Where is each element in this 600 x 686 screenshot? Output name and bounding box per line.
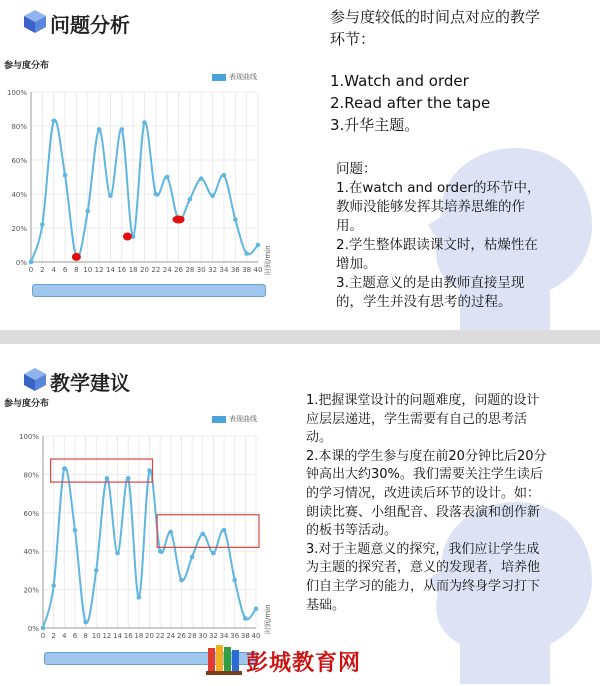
data-point: [62, 466, 67, 471]
text-line: 们自主学习的能力，从而为终身学习打下: [306, 578, 541, 594]
x-tick-label: 16: [117, 266, 127, 274]
x-tick-label: 34: [219, 266, 229, 274]
legend-swatch: [212, 74, 226, 81]
low-point-marker: [123, 233, 132, 241]
data-point: [126, 476, 131, 481]
y-tick-label: 80%: [11, 123, 27, 131]
x-tick-label: 30: [196, 266, 206, 274]
data-point: [85, 209, 90, 214]
y-tick-label: 80%: [23, 471, 39, 480]
text-line: 1.在watch and order的环节中，: [336, 180, 541, 196]
text-line: 2.学生整体跟读课文时，枯燥性在: [336, 237, 538, 253]
x-tick-label: 20: [145, 632, 154, 638]
data-point: [147, 468, 152, 473]
x-tick-label: 10: [91, 632, 101, 638]
x-tick-label: 4: [62, 632, 67, 638]
data-point: [154, 192, 159, 197]
x-tick-label: 36: [230, 266, 240, 274]
text-line: 2.本课的学生参与度在前20分钟比后20分: [306, 448, 547, 464]
text-line: 3.升华主题。: [330, 116, 420, 134]
y-tick-label: 20%: [23, 586, 39, 595]
logo-cube-icon: [22, 8, 48, 34]
logo-cube-icon: [22, 366, 48, 392]
y-tick-label: 60%: [23, 509, 39, 518]
slide-teaching-suggestions: [0, 344, 600, 686]
text-line: 增加。: [336, 256, 377, 272]
text-line: 的板书等活动。: [306, 523, 398, 539]
data-point: [222, 528, 227, 533]
data-point: [165, 175, 170, 180]
chart-legend: [212, 414, 257, 424]
data-point: [51, 119, 56, 124]
data-point: [179, 578, 184, 583]
x-tick-label: 28: [185, 266, 195, 274]
x-tick-label: 24: [166, 632, 176, 638]
data-point: [105, 476, 110, 481]
x-tick-label: 32: [208, 266, 218, 274]
y-tick-label: 40%: [23, 548, 39, 557]
text-line: 3.对于主题意义的探究，我们应让学生成: [306, 541, 540, 557]
x-tick-label: 10: [83, 266, 93, 274]
x-tick-label: 24: [162, 266, 172, 274]
data-point: [211, 551, 216, 556]
text-line: 教师没能够发挥其培养思维的作: [336, 199, 525, 215]
x-tick-label: 6: [62, 266, 68, 274]
x-tick-label: 2: [40, 266, 45, 274]
y-tick-label: 40%: [11, 191, 27, 199]
slide-problem-analysis: [0, 0, 600, 330]
data-point: [190, 555, 195, 560]
low-engagement-text: [330, 6, 540, 136]
y-tick-label: 60%: [11, 157, 27, 165]
data-point: [158, 549, 163, 554]
x-tick-label: 8: [74, 266, 79, 274]
data-point: [63, 173, 68, 178]
x-tick-label: 14: [113, 632, 123, 638]
chart-title: 参与度分布: [4, 399, 50, 409]
x-tick-label: 40: [253, 266, 263, 274]
y-tick-label: 0%: [15, 259, 27, 267]
x-tick-label: 38: [242, 266, 252, 274]
x-axis-unit: 时间/min: [264, 245, 272, 275]
low-point-marker: [72, 253, 81, 261]
data-point: [94, 568, 99, 573]
data-point: [41, 626, 46, 631]
data-point: [188, 197, 193, 202]
text-line: 1.Watch and order: [330, 72, 469, 90]
data-point: [115, 551, 120, 556]
text-line: [330, 50, 540, 70]
text-line: 2.Read after the tape: [330, 94, 491, 112]
data-point: [51, 583, 56, 588]
data-point: [210, 193, 215, 198]
legend-label: 表现曲线: [229, 73, 257, 81]
data-point: [244, 251, 249, 256]
data-point: [243, 616, 248, 621]
x-tick-label: 22: [151, 266, 161, 274]
text-line: 基础。: [306, 597, 346, 613]
data-point: [222, 173, 227, 178]
x-tick-label: 2: [51, 632, 56, 638]
chart-legend: [212, 72, 257, 82]
x-tick-label: 12: [94, 266, 104, 274]
x-tick-label: 20: [140, 266, 149, 274]
text-line: 应层层递进，学生需要有自己的思考活: [306, 411, 528, 427]
legend-swatch: [212, 416, 226, 423]
data-point: [142, 120, 147, 125]
text-line: 3.主题意义的是由教师直接呈现: [336, 275, 525, 291]
engagement-chart: [0, 428, 275, 638]
x-tick-label: 0: [40, 632, 46, 638]
x-tick-label: 34: [219, 632, 229, 638]
text-line: 问题：: [336, 161, 377, 177]
text-line: 1.把握课堂设计的问题难度，问题的设计: [306, 393, 540, 408]
x-tick-label: 32: [208, 632, 218, 638]
data-point: [137, 595, 142, 600]
data-point: [233, 217, 238, 222]
site-brand: 彭城教育网: [246, 651, 362, 676]
data-point: [40, 222, 45, 227]
chart-scrollbar[interactable]: [32, 284, 266, 297]
x-tick-label: 22: [155, 632, 165, 638]
data-point: [169, 530, 174, 535]
data-point: [73, 528, 78, 533]
suggestions-text: [306, 392, 547, 615]
x-tick-label: 12: [102, 632, 112, 638]
y-tick-label: 20%: [11, 225, 27, 233]
x-tick-label: 30: [198, 632, 208, 638]
low-point-marker: [173, 216, 185, 224]
problems-text: [336, 160, 540, 312]
data-point: [29, 260, 34, 265]
text-line: 用。: [336, 218, 363, 234]
book-logo-icon: [206, 642, 242, 676]
data-point: [232, 578, 237, 583]
x-tick-label: 14: [105, 266, 115, 274]
x-tick-label: 16: [123, 632, 133, 638]
x-tick-label: 36: [230, 632, 240, 638]
x-tick-label: 38: [240, 632, 250, 638]
engagement-chart: [0, 82, 275, 277]
x-tick-label: 0: [28, 266, 34, 274]
text-line: 为主题的探究者，意义的发现者，培养他: [306, 560, 541, 576]
chart-title: 参与度分布: [4, 61, 50, 71]
data-point: [200, 532, 205, 537]
text-line: 的，学生并没有思考的过程。: [336, 294, 512, 310]
slide-divider: [0, 330, 600, 344]
text-line: 朗读比赛、小组配音、段落表演和创作新: [306, 504, 541, 520]
text-line: 参与度较低的时间点对应的教学: [330, 8, 541, 26]
data-point: [120, 127, 125, 132]
y-tick-label: 100%: [6, 89, 27, 97]
x-tick-label: 26: [176, 632, 186, 638]
text-line: 的学习情况，改进读后环节的设计。如：: [306, 485, 541, 501]
x-tick-label: 8: [83, 632, 88, 638]
section-title: 问题分析: [50, 13, 130, 37]
data-point: [256, 243, 261, 248]
x-axis-unit: 时间/min: [264, 604, 272, 634]
x-tick-label: 4: [51, 266, 56, 274]
x-tick-label: 40: [251, 632, 261, 638]
x-tick-label: 18: [134, 632, 144, 638]
x-tick-label: 28: [187, 632, 197, 638]
y-tick-label: 0%: [27, 625, 39, 633]
x-tick-label: 26: [174, 266, 184, 274]
y-tick-label: 100%: [18, 433, 39, 441]
x-tick-label: 18: [128, 266, 138, 274]
data-point: [97, 127, 102, 132]
data-point: [83, 620, 88, 625]
x-tick-label: 6: [72, 632, 78, 638]
legend-label: 表现曲线: [229, 415, 257, 423]
text-line: 动。: [306, 430, 333, 446]
data-point: [108, 193, 113, 198]
data-point: [254, 607, 259, 612]
data-point: [199, 176, 204, 181]
text-line: 环节：: [330, 30, 376, 48]
text-line: 钟高出大约30%。我们需要关注学生读后: [306, 467, 543, 483]
section-title: 教学建议: [50, 371, 130, 395]
